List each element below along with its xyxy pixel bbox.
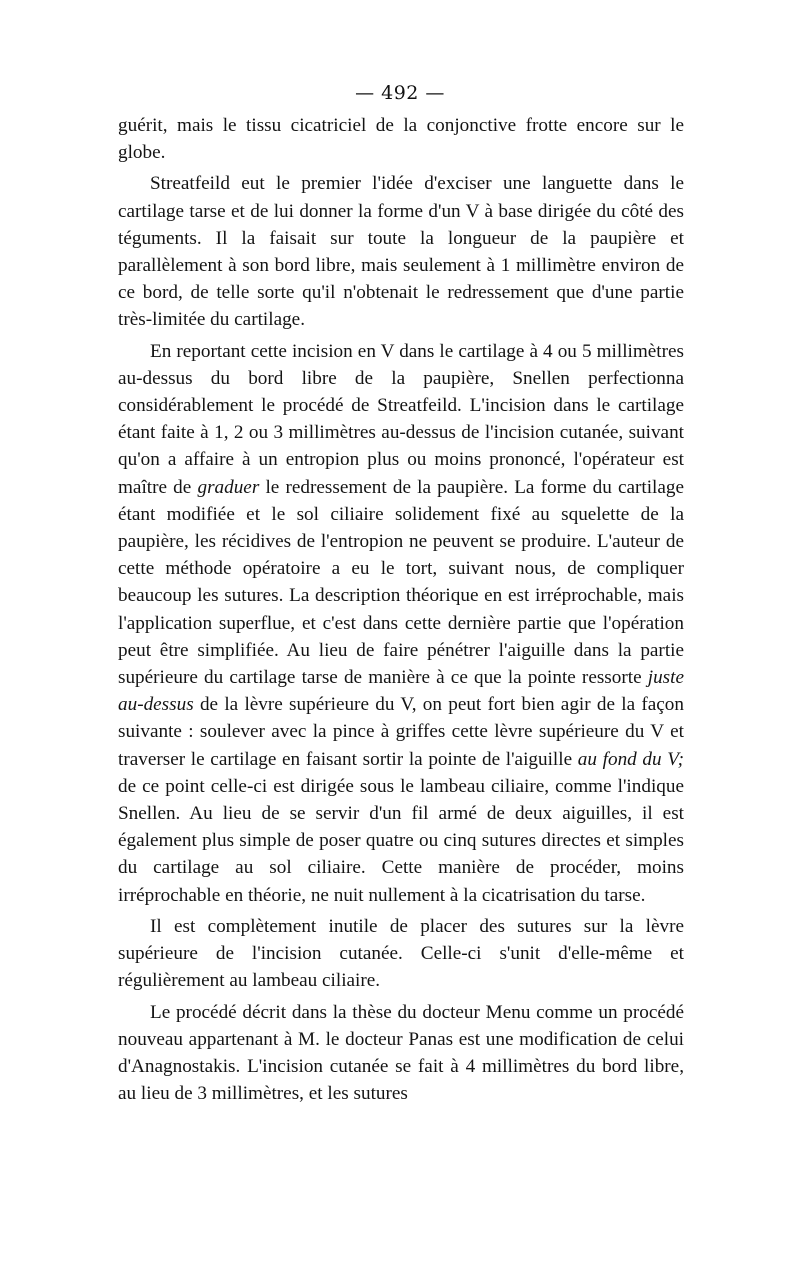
italic-text-run: graduer (197, 476, 260, 498)
text-run: de la lèvre supérieure du V, on peut fort bien agir de la façon suivante : soulever avec la pince à griffes cette lèvre supérieure du V et traverser le cartilage en faisant sortir la pointe de l'aiguille (118, 694, 684, 770)
text-run: le redressement de la paupière. La forme du cartilage étant modifiée et le sol ciliaire solidement fixé au squelette de la paupière, les récidives de l'entropion ne peuvent se produire. L'auteur de cette méthode opératoire a eu le tort, suivant nous, de compliquer beaucoup les sutures. La description théorique en est irréprochable, mais l'application superflue, et c'est dans cette dernière partie que l'opération peut être simplifiée. Au lieu de faire pénétrer l'aiguille dans la partie supérieure du cartilage tarse de manière à ce que la pointe ressorte (118, 476, 684, 689)
italic-text-run: au fond du V; (577, 748, 684, 770)
body-text (118, 112, 684, 1107)
paragraph (118, 913, 684, 995)
text-run: guérit, mais le tissu cicatriciel de la conjonctive frotte encore sur le globe. (118, 115, 684, 164)
text-run: Il est complètement inutile de placer des sutures sur la lèvre supérieure de l'incision cutanée. Celle-ci s'unit d'elle-même et régulièrement au lambeau ciliaire. (118, 915, 684, 992)
italic-text-run: juste au-dessus (118, 667, 684, 716)
paragraph (118, 999, 684, 1108)
paragraph (118, 338, 684, 909)
text-run: En reportant cette incision en V dans le cartilage à 4 ou 5 millimètres au-dessus du bord libre de la paupière, Snellen perfectionna considérablement le procédé de Streatfeild. L'incision dans le cartilage étant faite à 1, 2 ou 3 millimètres au-dessus de l'incision cutanée, suivant qu'on a affaire à un entropion plus ou moins prononcé, l'opérateur est maître de (118, 340, 684, 498)
text-run: Streatfeild eut le premier l'idée d'exciser une languette dans le cartilage tarse et de lui donner la forme d'un V à base dirigée du côté des téguments. Il la faisait sur toute la longueur de la paupière et parallèlement à son bord libre, mais seulement à 1 millimètre environ de ce bord, de telle sorte qu'il n'obtenait le redressement que d'une partie très-limitée du cartilage. (118, 173, 684, 331)
paragraph (118, 112, 684, 166)
paragraph (118, 170, 684, 333)
text-run: Le procédé décrit dans la thèse du docteur Menu comme un procédé nouveau appartenant à M. le docteur Panas est une modification de celui d'Anagnostakis. L'incision cutanée se fait à 4 millimètres du bord libre, au lieu de 3 millimètres, et les sutures (118, 1001, 684, 1105)
text-run: de ce point celle-ci est dirigée sous le lambeau ciliaire, comme l'indique Snellen. Au lieu de se servir d'un fil armé de deux aiguilles, il est également plus simple de poser quatre ou cinq sutures directes et simples du cartilage au sol ciliaire. Cette manière de procéder, moins irréprochable en théorie, ne nuit nullement à la cicatrisation du tarse. (118, 775, 684, 906)
page-number: — 492 — (355, 82, 445, 104)
